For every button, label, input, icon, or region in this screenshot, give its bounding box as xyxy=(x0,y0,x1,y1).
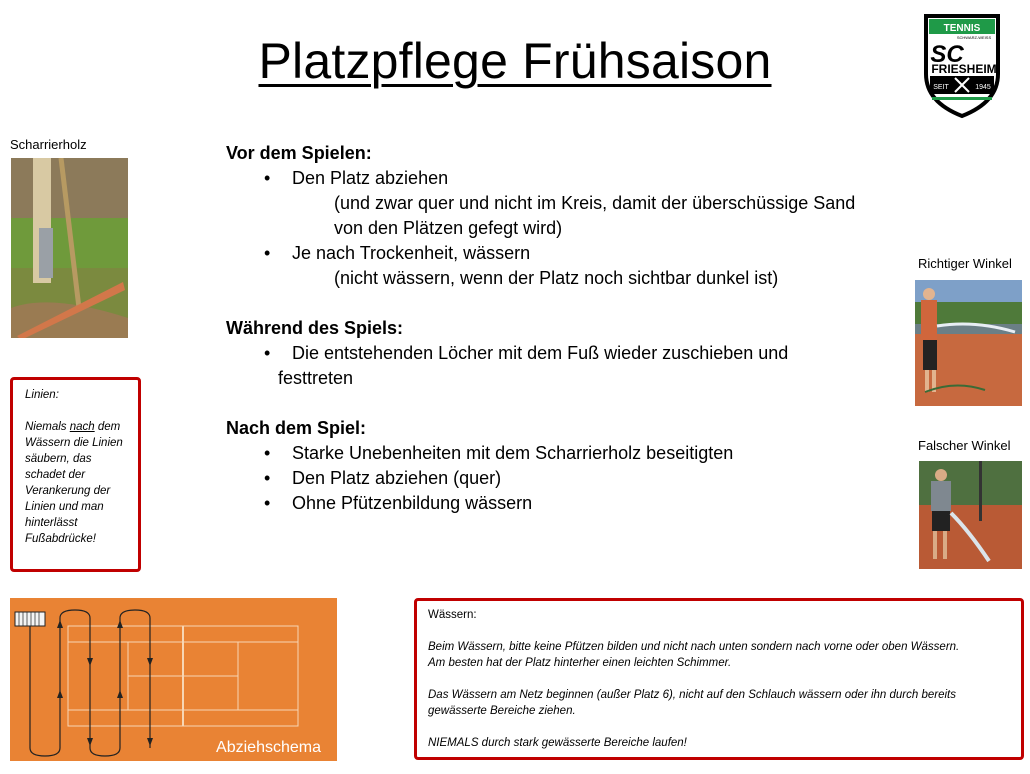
club-logo xyxy=(922,12,1002,120)
bullet-subtext: (und zwar quer und nicht im Kreis, damit der überschüssige Sand xyxy=(334,193,856,213)
page-title: Platzpflege Frühsaison xyxy=(258,33,772,89)
falscher-winkel-photo xyxy=(919,461,1022,569)
wassern-text-line: NIEMALS durch stark gewässerte Bereiche laufen! xyxy=(428,737,687,749)
bullet-item: • Je nach Trockenheit, wässern xyxy=(292,241,906,266)
abziehschema-diagram xyxy=(10,598,337,761)
linien-title: Linien: xyxy=(25,389,59,401)
logo-year-text: 1945 xyxy=(975,84,991,91)
wassern-title: Wässern: xyxy=(428,609,477,621)
scharrierholz-caption: Scharrierholz xyxy=(10,137,87,152)
logo-letters: SC xyxy=(930,41,964,68)
wassern-text-line: Beim Wässern, bitte keine Pfützen bilden und nicht nach unten sondern nach vorne oder oben Wässern. xyxy=(428,641,960,653)
richtiger-winkel-caption: Richtiger Winkel xyxy=(918,256,1012,271)
wassern-text-line: Das Wässern am Netz beginnen (außer Platz 6), nicht auf den Schlauch wässern oder ihn durch bereits xyxy=(428,689,956,701)
bullet-continuation: festtreten xyxy=(278,368,354,388)
linien-text: Niemals nach dem Wässern die Linien säubern, das schadet der Verankerung der Linien und man hinterlässt Fußabdrücke! xyxy=(25,421,123,545)
bullet-item: • Starke Unebenheiten mit dem Scharrierholz beseitigten xyxy=(292,441,906,466)
main-content xyxy=(226,140,906,516)
abziehschema-label: Abziehschema xyxy=(216,739,321,756)
section-heading-after: Nach dem Spiel: xyxy=(226,418,367,438)
logo-club-text: FRIESHEIM xyxy=(931,62,997,76)
bullet-item: • Den Platz abziehen (quer) xyxy=(292,466,906,491)
bullet-item: • Den Platz abziehen xyxy=(292,166,906,191)
logo-seit-text: SEIT xyxy=(933,84,949,91)
linien-warning-box xyxy=(10,377,141,572)
richtiger-winkel-photo xyxy=(915,280,1022,406)
wassern-text-line: gewässerte Bereiche ziehen. xyxy=(428,705,576,717)
bullet-subtext: von den Plätzen gefegt wird) xyxy=(334,218,563,238)
drag-path-arrows xyxy=(30,610,150,756)
scharrierholz-photo xyxy=(11,158,128,338)
section-heading-before: Vor dem Spielen: xyxy=(226,143,372,163)
bullet-item: • Ohne Pfützenbildung wässern xyxy=(292,491,906,516)
wassern-text-line: Am besten hat der Platz hinterher einen leichten Schimmer. xyxy=(428,657,732,669)
logo-tennis-text: TENNIS xyxy=(943,23,981,34)
bullet-subtext: (nicht wässern, wenn der Platz noch sichtbar dunkel ist) xyxy=(334,268,779,288)
logo-small-text: SCHWARZ-WEISS xyxy=(956,35,992,40)
falscher-winkel-caption: Falscher Winkel xyxy=(918,438,1011,453)
bullet-item: • Die entstehenden Löcher mit dem Fuß wieder zuschieben und xyxy=(292,341,906,366)
drag-net-icon xyxy=(15,612,45,626)
section-heading-during: Während des Spiels: xyxy=(226,318,404,338)
wassern-info-box xyxy=(414,598,1024,760)
